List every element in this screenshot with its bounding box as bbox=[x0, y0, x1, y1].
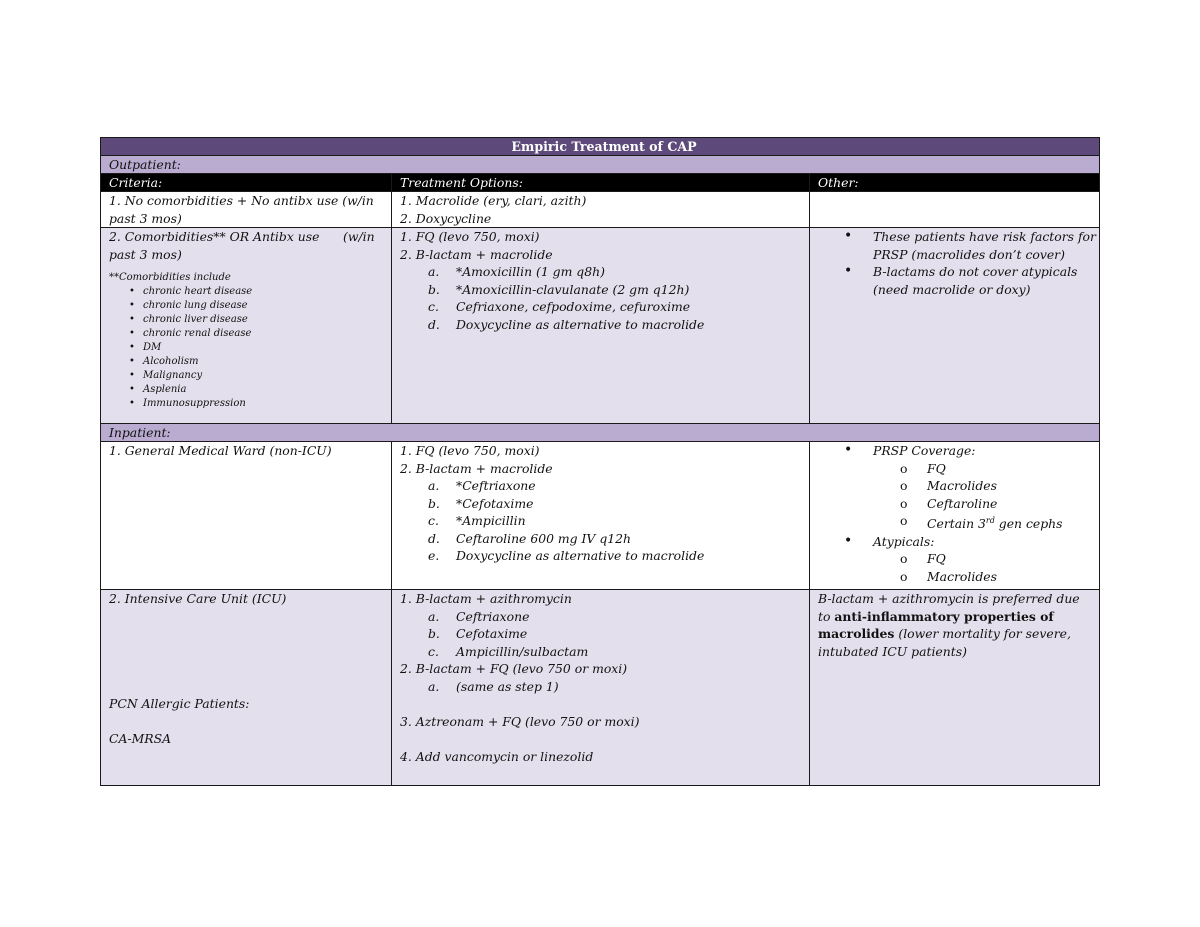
treatment-sublist bbox=[400, 678, 809, 696]
header-treatment: Treatment Options: bbox=[392, 174, 810, 192]
criteria-text: 1. General Medical Ward (non-ICU) bbox=[109, 443, 332, 458]
inpatient-label: Inpatient: bbox=[101, 424, 1100, 442]
icu-note: B-lactam + azithromycin is preferred due to anti-inflammatory properties of macrolides (lower mortality for severe, intubated ICU patients) bbox=[818, 591, 1080, 659]
list-item: • chronic heart disease bbox=[129, 286, 253, 297]
list-item: • DM bbox=[129, 342, 162, 353]
list-item: a. (same as step 1) bbox=[428, 678, 559, 694]
list-item: • Malignancy bbox=[129, 370, 203, 381]
criteria-cell bbox=[101, 442, 392, 590]
column-header-row bbox=[101, 174, 1100, 192]
header-criteria: Criteria: bbox=[101, 174, 392, 192]
other-cell bbox=[810, 228, 1100, 424]
treatment-sublist bbox=[400, 263, 809, 333]
treatment-line: 1. FQ (levo 750, moxi) bbox=[400, 229, 540, 244]
other-list bbox=[818, 442, 1099, 460]
list-item: • Asplenia bbox=[129, 384, 187, 395]
treatment-line: 3. Aztreonam + FQ (levo 750 or moxi) bbox=[400, 713, 640, 729]
treatment-sublist bbox=[400, 477, 809, 565]
ca-mrsa-label: CA-MRSA bbox=[109, 731, 172, 746]
comorbidities-list bbox=[109, 285, 391, 411]
list-item: • PRSP Coverage: bbox=[844, 442, 976, 458]
list-item: a. Ceftriaxone bbox=[428, 608, 530, 624]
other-cell bbox=[810, 192, 1100, 228]
table-row bbox=[101, 192, 1100, 228]
inpatient-section-row bbox=[101, 424, 1100, 442]
list-item: b. *Cefotaxime bbox=[428, 495, 534, 511]
list-item: o Certain 3rd gen cephs bbox=[900, 513, 1063, 532]
criteria-text: 1. No comorbidities + No antibx use (w/in bbox=[109, 193, 374, 208]
treatment-sublist bbox=[400, 608, 809, 661]
criteria-text: 2. Intensive Care Unit (ICU) bbox=[109, 591, 287, 606]
outpatient-label: Outpatient: bbox=[101, 156, 1100, 174]
other-list bbox=[818, 533, 1099, 551]
atypicals-list bbox=[818, 550, 1099, 585]
criteria-text: past 3 mos) bbox=[109, 210, 182, 226]
list-item: o Macrolides bbox=[900, 568, 997, 584]
header-other: Other: bbox=[810, 174, 1100, 192]
list-item: • Atypicals: bbox=[844, 532, 935, 549]
criteria-text: 2. Comorbidities** OR Antibx use (w/in bbox=[109, 229, 375, 244]
cap-treatment-table bbox=[100, 137, 1100, 786]
outpatient-section-row bbox=[101, 156, 1100, 174]
list-item: • chronic renal disease bbox=[129, 328, 252, 339]
treatment-cell bbox=[392, 590, 810, 786]
treatment-line: 1. B-lactam + azithromycin bbox=[400, 591, 572, 606]
list-item: • B-lactams do not cover atypicals (need macrolide or doxy) bbox=[844, 263, 1078, 297]
prsp-list bbox=[818, 460, 1099, 533]
list-item: b. *Amoxicillin-clavulanate (2 gm q12h) bbox=[428, 281, 690, 297]
list-item: b. Cefotaxime bbox=[428, 626, 528, 641]
criteria-cell bbox=[101, 228, 392, 424]
other-cell bbox=[810, 442, 1100, 590]
list-item: d. Doxycycline as alternative to macrolide bbox=[428, 316, 705, 332]
criteria-text: past 3 mos) bbox=[109, 246, 182, 262]
list-item: o FQ bbox=[900, 460, 946, 476]
list-item: e. Doxycycline as alternative to macrolide bbox=[428, 548, 705, 563]
table-row bbox=[101, 442, 1100, 590]
treatment-line: 1. FQ (levo 750, moxi) bbox=[400, 443, 540, 458]
treatment-line: 2. B-lactam + macrolide bbox=[400, 246, 553, 262]
list-item: a. *Ceftriaxone bbox=[428, 478, 536, 493]
pcn-allergic-label: PCN Allergic Patients: bbox=[109, 696, 250, 711]
treatment-line: 1. Macrolide (ery, clari, azith) bbox=[400, 193, 587, 208]
other-cell bbox=[810, 590, 1100, 786]
treatment-cell bbox=[392, 228, 810, 424]
list-item: o Ceftaroline bbox=[900, 495, 998, 511]
list-item: • Alcoholism bbox=[129, 356, 199, 367]
list-item: o Macrolides bbox=[900, 478, 997, 493]
list-item: a. *Amoxicillin (1 gm q8h) bbox=[428, 264, 605, 279]
table-row bbox=[101, 590, 1100, 786]
table-row bbox=[101, 228, 1100, 424]
treatment-line: 2. B-lactam + FQ (levo 750 or moxi) bbox=[400, 661, 628, 676]
criteria-cell bbox=[101, 590, 392, 786]
treatment-line: 4. Add vancomycin or linezolid bbox=[400, 748, 594, 764]
list-item: • Immunosuppression bbox=[129, 398, 246, 409]
list-item: c. Cefriaxone, cefpodoxime, cefuroxime bbox=[428, 299, 691, 314]
list-item: • These patients have risk factors for PRSP (macrolides don’t cover) bbox=[844, 228, 1096, 262]
criteria-cell bbox=[101, 192, 392, 228]
list-item: d. Ceftaroline 600 mg IV q12h bbox=[428, 530, 631, 546]
treatment-line: 2. B-lactam + macrolide bbox=[400, 460, 553, 476]
treatment-cell bbox=[392, 442, 810, 590]
table-title: Empiric Treatment of CAP bbox=[101, 138, 1100, 156]
treatment-cell bbox=[392, 192, 810, 228]
comorbidities-title: **Comorbidities include bbox=[109, 272, 231, 283]
list-item: • chronic lung disease bbox=[129, 300, 248, 311]
list-item: o FQ bbox=[900, 551, 946, 567]
list-item: c. Ampicillin/sulbactam bbox=[428, 643, 589, 659]
title-row bbox=[101, 138, 1100, 156]
list-item: c. *Ampicillin bbox=[428, 513, 526, 528]
other-list bbox=[818, 228, 1099, 298]
list-item: • chronic liver disease bbox=[129, 314, 248, 325]
treatment-line: 2. Doxycycline bbox=[400, 210, 492, 226]
